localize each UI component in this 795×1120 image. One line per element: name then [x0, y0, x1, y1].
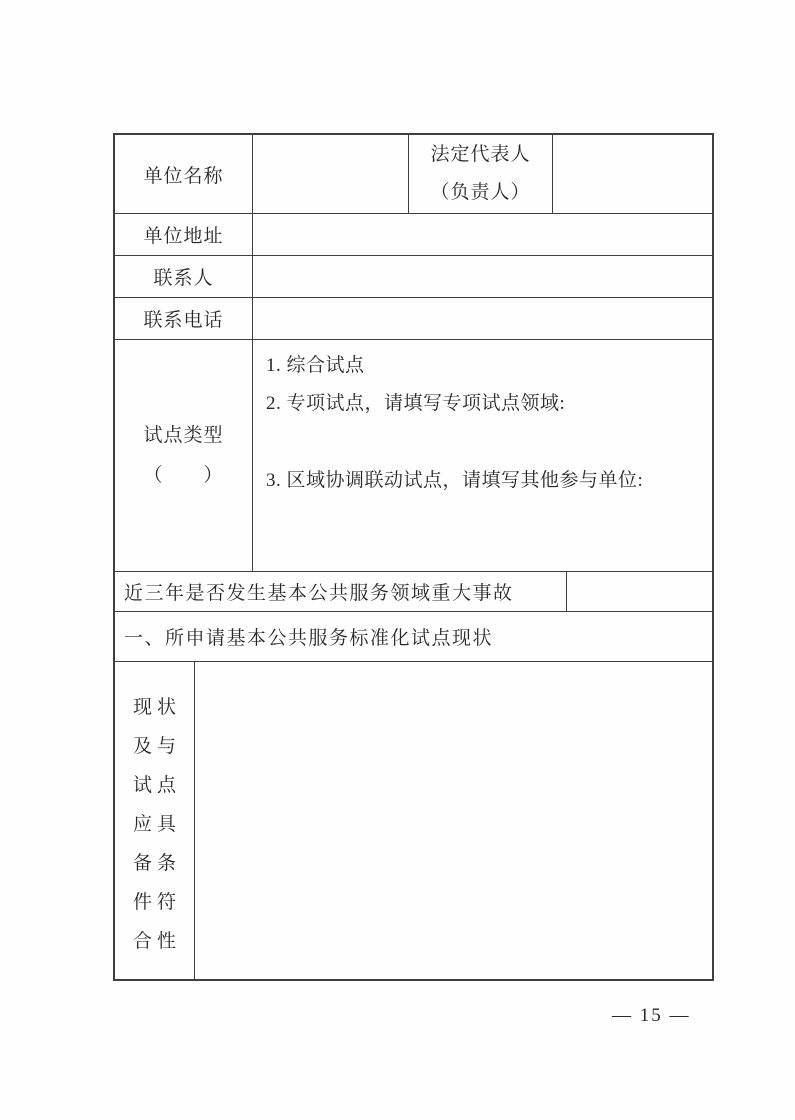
row-section-one-title [115, 612, 712, 662]
unit-name-label: 单位名称 [115, 135, 253, 213]
legal-rep-label [409, 135, 553, 213]
pilot-type-option-3: 3. 区域协调联动试点，请填写其他参与单位: [266, 470, 644, 491]
pilot-type-label [115, 340, 253, 571]
pilot-type-option-1: 1. 综合试点 [266, 355, 365, 376]
row-pilot-type [115, 340, 712, 572]
unit-address-label: 单位地址 [115, 214, 253, 255]
row-contact-phone [115, 298, 712, 340]
status-compliance-content-cell [195, 662, 712, 979]
pilot-type-option-2: 2. 专项试点，请填写专项试点领域: [266, 393, 566, 414]
legal-rep-label-line1: 法定代表人 [430, 144, 531, 165]
status-label-line7: 合性 [132, 931, 181, 952]
pilot-type-label-line1: 试点类型 [143, 424, 224, 446]
row-contact-person [115, 256, 712, 298]
status-label-line6: 件符 [132, 892, 181, 913]
legal-rep-label-line2: （负责人） [430, 182, 531, 203]
page-number: — 15 — [612, 1005, 691, 1026]
status-label-line5: 备条 [132, 853, 181, 874]
pilot-type-options-cell [253, 340, 712, 571]
status-compliance-label [115, 662, 195, 979]
status-label-line4: 应具 [132, 814, 181, 835]
status-label-line1: 现状 [132, 697, 181, 718]
contact-person-label: 联系人 [115, 256, 253, 297]
row-unit-name [115, 135, 712, 214]
accident-answer-cell [567, 572, 712, 611]
contact-person-value-cell [253, 256, 712, 297]
section-one-title: 一、所申请基本公共服务标准化试点现状 [124, 628, 494, 649]
pilot-type-label-parens: （ ） [143, 464, 224, 486]
accident-question-label: 近三年是否发生基本公共服务领域重大事故 [115, 572, 567, 611]
contact-phone-value-cell [253, 298, 712, 339]
application-form-table [113, 133, 714, 981]
row-status-compliance [115, 662, 712, 979]
status-label-line2: 及与 [132, 736, 181, 757]
contact-phone-label: 联系电话 [115, 298, 253, 339]
row-unit-address [115, 214, 712, 256]
legal-rep-value-cell [553, 135, 712, 213]
status-label-line3: 试点 [132, 775, 181, 796]
unit-address-value-cell [253, 214, 712, 255]
row-accident-question [115, 572, 712, 612]
unit-name-value-cell [253, 135, 409, 213]
